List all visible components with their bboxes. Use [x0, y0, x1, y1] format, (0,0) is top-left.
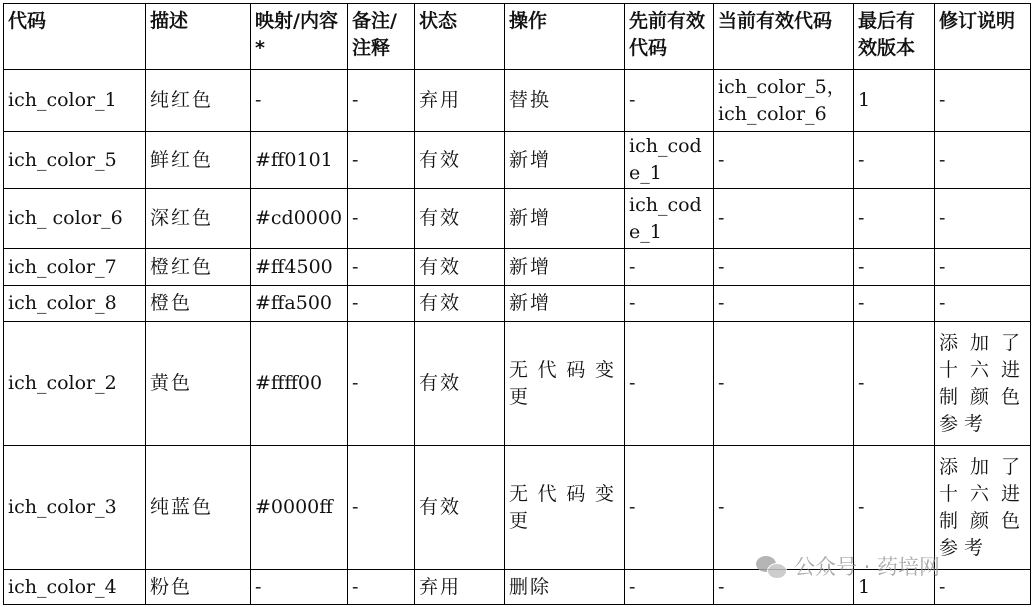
- cell-previous-code: -: [625, 70, 714, 132]
- cell-last-version: 1: [854, 570, 935, 605]
- cell-status: 有效: [415, 132, 505, 189]
- cell-mapping: #ffa500: [251, 286, 348, 322]
- header-row: [4, 4, 1031, 70]
- cell-operation: 替换: [505, 70, 625, 132]
- cell-previous-code: -: [625, 286, 714, 322]
- cell-revision-notes: 添加了十六进制颜色参考: [935, 446, 1031, 570]
- cell-code: ich_color_2: [4, 322, 146, 446]
- cell-description: 橙色: [146, 286, 251, 322]
- cell-revision-notes: -: [935, 132, 1031, 189]
- table-row: [4, 249, 1031, 286]
- cell-last-version: -: [854, 446, 935, 570]
- table-row: [4, 286, 1031, 322]
- cell-last-version: -: [854, 249, 935, 286]
- cell-code: ich_color_3: [4, 446, 146, 570]
- cell-revision-notes: -: [935, 70, 1031, 132]
- cell-operation: 无代码变更: [505, 322, 625, 446]
- cell-current-code: -: [714, 249, 854, 286]
- header-status: 状态: [415, 4, 505, 70]
- cell-operation: 删除: [505, 570, 625, 605]
- cell-description: 深红色: [146, 189, 251, 249]
- cell-revision-notes: -: [935, 249, 1031, 286]
- cell-current-code: -: [714, 570, 854, 605]
- cell-operation: 新增: [505, 189, 625, 249]
- cell-status: 弃用: [415, 570, 505, 605]
- cell-remarks: -: [348, 286, 415, 322]
- cell-current-code: ich_color_5，ich_color_6: [714, 70, 854, 132]
- header-operation: 操作: [505, 4, 625, 70]
- cell-previous-code: -: [625, 322, 714, 446]
- cell-remarks: -: [348, 70, 415, 132]
- header-code: 代码: [4, 4, 146, 70]
- cell-remarks: -: [348, 249, 415, 286]
- cell-operation: 无代码变更: [505, 446, 625, 570]
- cell-description: 鲜红色: [146, 132, 251, 189]
- table-row: [4, 322, 1031, 446]
- cell-status: 有效: [415, 189, 505, 249]
- cell-mapping: -: [251, 570, 348, 605]
- cell-code: ich_color_7: [4, 249, 146, 286]
- code-table: [3, 3, 1031, 605]
- header-remarks: 备注/注释: [348, 4, 415, 70]
- cell-revision-notes: -: [935, 286, 1031, 322]
- cell-previous-code: -: [625, 249, 714, 286]
- cell-status: 弃用: [415, 70, 505, 132]
- cell-description: 纯红色: [146, 70, 251, 132]
- watermark-text: 公众号 · 药培网: [794, 555, 941, 579]
- cell-description: 黄色: [146, 322, 251, 446]
- cell-code: ich_color_4: [4, 570, 146, 605]
- table-row: [4, 132, 1031, 189]
- cell-previous-code: ich_code_1: [625, 189, 714, 249]
- cell-current-code: -: [714, 286, 854, 322]
- cell-description: 粉色: [146, 570, 251, 605]
- cell-current-code: -: [714, 132, 854, 189]
- header-revision-notes: 修订说明: [935, 4, 1031, 70]
- cell-mapping: #0000ff: [251, 446, 348, 570]
- cell-mapping: #ff4500: [251, 249, 348, 286]
- cell-remarks: -: [348, 570, 415, 605]
- cell-remarks: -: [348, 189, 415, 249]
- cell-code: ich_color_1: [4, 70, 146, 132]
- cell-current-code: -: [714, 322, 854, 446]
- cell-status: 有效: [415, 249, 505, 286]
- cell-previous-code: ich_code_1: [625, 132, 714, 189]
- cell-description: 纯蓝色: [146, 446, 251, 570]
- watermark: [756, 551, 940, 581]
- header-description: 描述: [146, 4, 251, 70]
- cell-previous-code: -: [625, 570, 714, 605]
- cell-last-version: 1: [854, 70, 935, 132]
- cell-previous-code: -: [625, 446, 714, 570]
- cell-revision-notes: 添加了十六进制颜色参考: [935, 322, 1031, 446]
- table-row: [4, 189, 1031, 249]
- cell-remarks: -: [348, 446, 415, 570]
- wechat-icon: [756, 554, 786, 578]
- header-last-version: 最后有效版本: [854, 4, 935, 70]
- cell-status: 有效: [415, 446, 505, 570]
- cell-revision-notes: -: [935, 189, 1031, 249]
- cell-revision-notes: -: [935, 570, 1031, 605]
- cell-last-version: -: [854, 286, 935, 322]
- cell-description: 橙红色: [146, 249, 251, 286]
- cell-current-code: -: [714, 446, 854, 570]
- cell-current-code: -: [714, 189, 854, 249]
- cell-mapping: #ff0101: [251, 132, 348, 189]
- cell-remarks: -: [348, 132, 415, 189]
- cell-remarks: -: [348, 322, 415, 446]
- header-current-code: 当前有效代码: [714, 4, 854, 70]
- cell-status: 有效: [415, 322, 505, 446]
- cell-last-version: -: [854, 322, 935, 446]
- cell-last-version: -: [854, 189, 935, 249]
- cell-operation: 新增: [505, 249, 625, 286]
- cell-last-version: -: [854, 132, 935, 189]
- cell-operation: 新增: [505, 132, 625, 189]
- cell-status: 有效: [415, 286, 505, 322]
- table-row: [4, 70, 1031, 132]
- cell-code: ich_ color_6: [4, 189, 146, 249]
- cell-mapping: #ffff00: [251, 322, 348, 446]
- header-previous-code: 先前有效代码: [625, 4, 714, 70]
- cell-mapping: #cd0000: [251, 189, 348, 249]
- cell-code: ich_color_8: [4, 286, 146, 322]
- header-mapping: 映射/内容*: [251, 4, 348, 70]
- cell-operation: 新增: [505, 286, 625, 322]
- cell-mapping: -: [251, 70, 348, 132]
- cell-code: ich_color_5: [4, 132, 146, 189]
